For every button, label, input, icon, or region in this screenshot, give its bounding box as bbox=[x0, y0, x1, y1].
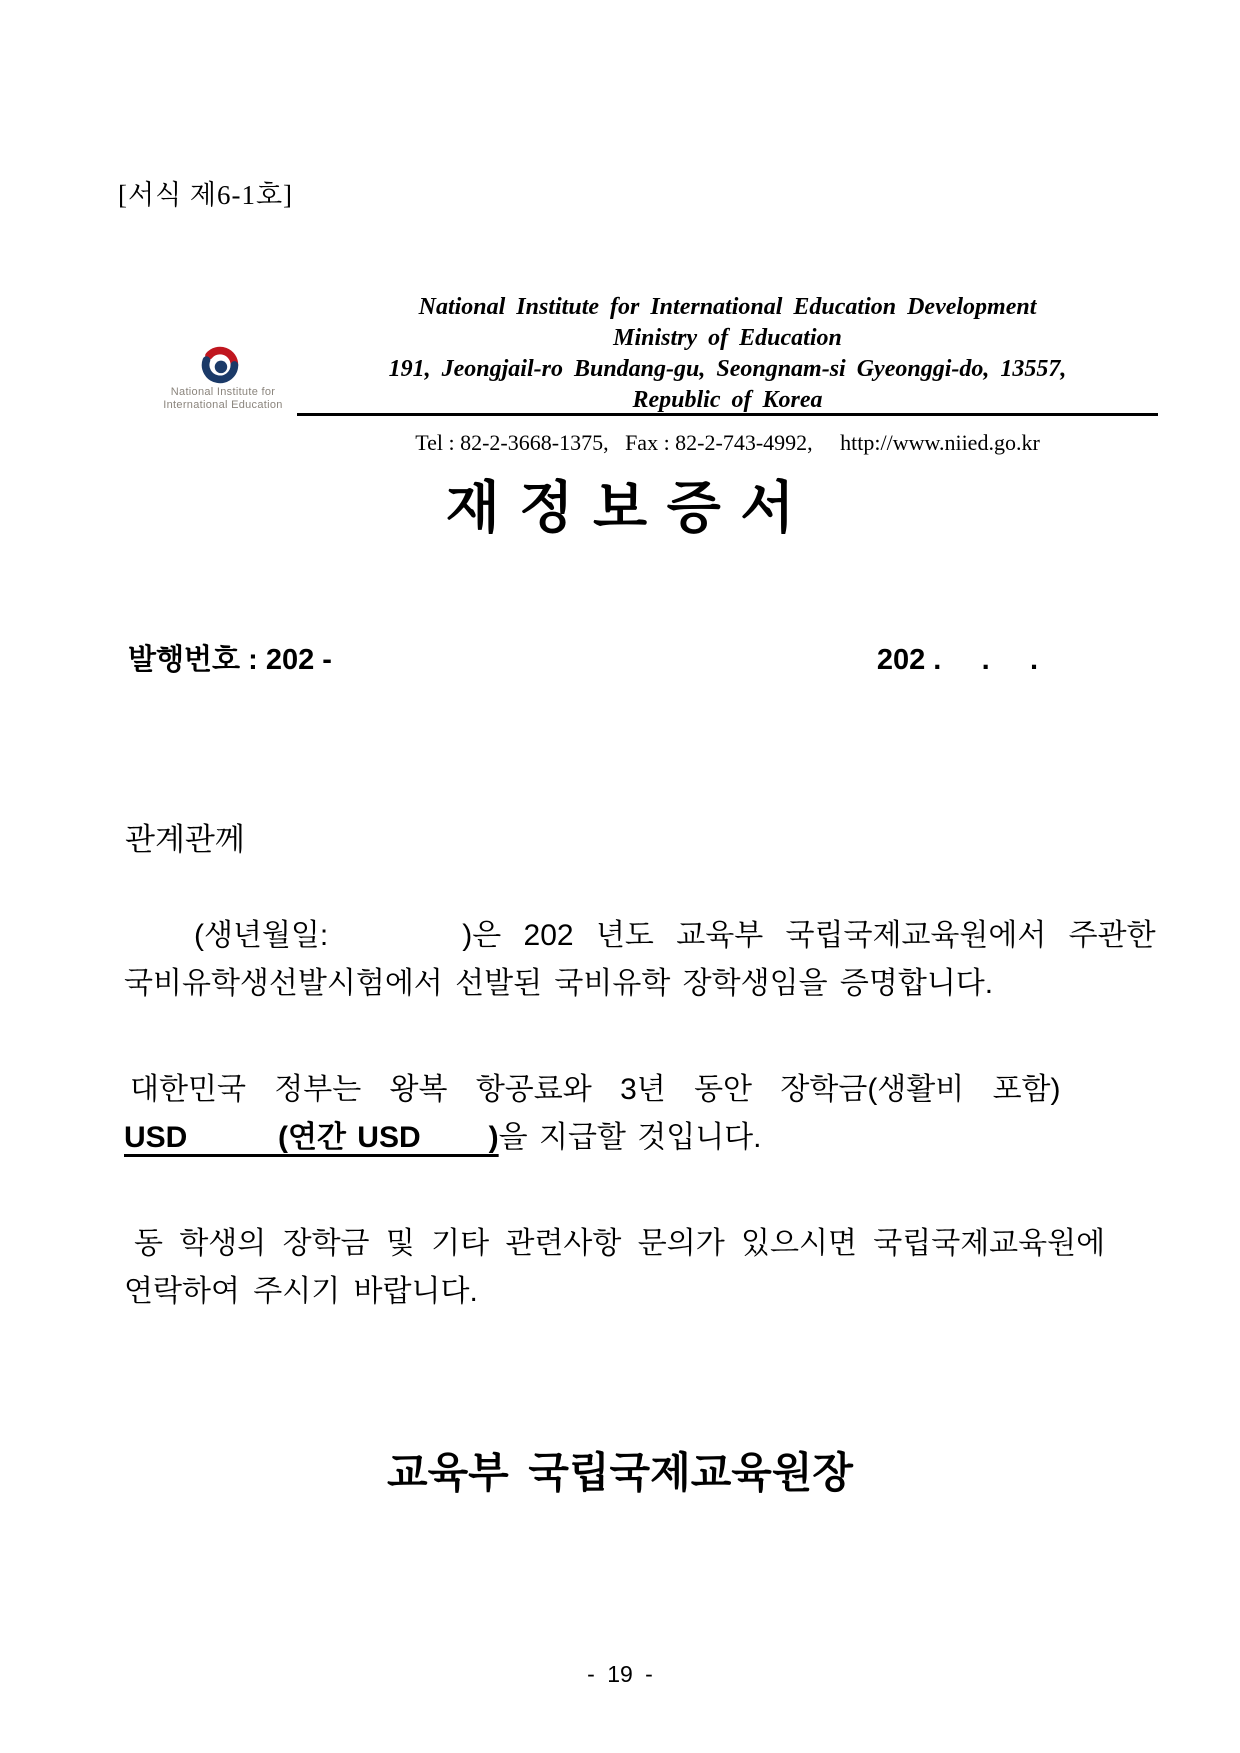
usd-amount-blank: USD (연간 USD ) bbox=[124, 1121, 499, 1154]
letterhead bbox=[297, 292, 1158, 416]
paragraph-3-line-1: 동 학생의 장학금 및 기타 관련사항 문의가 있으시면 국립국제교육원에 bbox=[134, 1227, 1106, 1260]
form-number: [서식 제6-1호] bbox=[118, 180, 294, 210]
letterhead-divider bbox=[297, 413, 1158, 416]
paragraph-contact-request bbox=[124, 1220, 1164, 1316]
document-title: 재 정 보 증 서 bbox=[445, 476, 795, 539]
paragraph-2-line-1: 대한민국 정부는 왕복 항공료와 3년 동안 장학금(생활비 포함) bbox=[130, 1073, 1061, 1106]
korea-government-emblem-icon bbox=[196, 343, 244, 387]
logo-caption-line-2: International Education bbox=[163, 399, 283, 411]
paragraph-2-line-2 bbox=[124, 1114, 1164, 1162]
paragraph-1-line-1: (생년월일: )은 202 년도 교육부 국립국제교육원에서 주관한 bbox=[194, 919, 1156, 952]
paragraph-1-line-2: 국비유학생선발시험에서 선발된 국비유학 장학생임을 증명합니다. bbox=[124, 967, 994, 1000]
signature-title: 교육부 국립국제교육원장 bbox=[387, 1449, 853, 1496]
letterhead-line-institute: National Institute for International Education Development bbox=[418, 294, 1037, 320]
paragraph-2-line-2-rest: 을 지급할 것입니다. bbox=[498, 1121, 762, 1154]
paragraph-scholarship bbox=[124, 1066, 1164, 1162]
issue-row bbox=[128, 643, 1038, 678]
logo-caption bbox=[128, 386, 318, 412]
emblem-center-dot bbox=[215, 361, 227, 373]
issue-date-blank: 202 . . . bbox=[876, 644, 1038, 676]
logo-caption-line-1: National Institute for bbox=[170, 386, 276, 398]
letterhead-line-country: Republic of Korea bbox=[632, 387, 823, 413]
letterhead-line-ministry: Ministry of Education bbox=[613, 325, 842, 351]
paragraph-3-line-2: 연락하여 주시기 바랍니다. bbox=[124, 1275, 478, 1308]
page-number: - 19 - bbox=[587, 1661, 653, 1687]
contact-line: Tel : 82-2-3668-1375, Fax : 82-2-743-4992, http://www.niied.go.kr bbox=[415, 430, 1040, 455]
issue-number-label: 발행번호 : 202 - bbox=[128, 644, 332, 676]
paragraph-certification bbox=[124, 912, 1164, 1008]
letterhead-line-address: 191, Jeongjail-ro Bundang-gu, Seongnam-si Gyeonggi-do, 13557, bbox=[388, 356, 1067, 382]
salutation: 관계관께 bbox=[125, 822, 245, 857]
